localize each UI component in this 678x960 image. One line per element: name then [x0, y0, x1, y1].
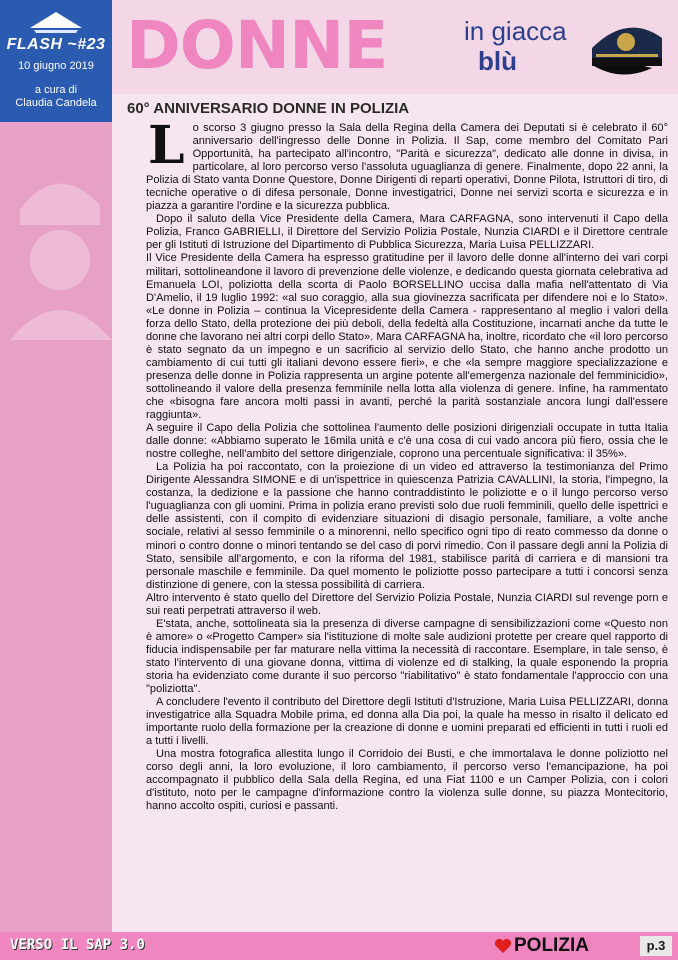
flash-credit — [0, 84, 112, 110]
paragraph: A seguire il Capo della Polizia che sottolinea l'aumento delle posizioni dirigenziali occupate in tutta Italia dalle donne: «Abbiamo superato le 16mila unità e c'è una cosa di cui vado ancora più fiero, ossia che le nostre colleghe, nell'ambito del settore dirigenziale, coprono una percentuale significativa: il 35%». — [146, 422, 668, 461]
footer-brand — [494, 935, 589, 957]
page-footer — [0, 932, 678, 960]
page-header — [112, 0, 678, 94]
flash-badge — [0, 0, 112, 122]
article-title: 60° ANNIVERSARIO DONNE IN POLIZIA — [127, 100, 410, 117]
header-subtitle-line1: in giacca — [464, 16, 567, 46]
paragraph: La Polizia ha poi raccontato, con la proiezione di un video ed attraverso la testimonianza del Primo Dirigente Alessandra SIMONE e di un'ispettrice in quiescenza Patrizia CAVALLINI, la storia, l'impegno, la costanza, la dedizione e la passione che hanno contraddistinto le poliziotte e o il lungo percorso verso l'uguaglianza con gli uomini. Prima in polizia erano previsti solo due ruoli femminili, quello delle ispettrici e delle assistenti, con il compito di evidenziare situazioni di disagio personale, familiare, a volte anche sociale, relativi al sesso femminile o a minorenni, nello specifico ogni tipo di reato commesso da donne o minori o contro donne o minori tentando se del caso di porvi rimedio. Con il passare degli anni la Polizia di Stato, sensibile all'argomento, e con la riforma del 1981, stabilisce parità di carriera e di mansioni tra personale maschile e femminile. Da quel momento le poliziotte posso partecipare a tutti i concorsi senza distinzione di genere, con la stessa possibilità di carriera. — [146, 461, 668, 591]
footer-tagline: VERSO IL SAP 3.0 — [10, 937, 145, 953]
paragraph: Una mostra fotografica allestita lungo il Corridoio dei Busti, e che immortalava le donne poliziotto nel corso degli anni, la loro evoluzione, il loro cambiamento, il percorso verso l'emancipazione, ha poi accompagnato il pubblico della Sala della Regina, ed una Fiat 1100 e un Camper Polizia, con i colori d'istituto, noto per le campagne d'informazione contro la violenza sulle donne, su piazza Montecitorio, hanno accolto ospiti, curiosi e passanti. — [146, 748, 668, 813]
paragraph: E'stata, anche, sottolineata sia la presenza di diverse campagne di sensibilizzazioni come «Questo non è amore» o «Progetto Camper» sia l'istituzione di molte sale audizioni protette per creare quel rapporto di fiducia indispensabile per far maturare nella vittima la necessità di raccontare. Esemplare, in tale senso, è stato l'intervento di una giovane donna, vittima di violenze ed di stalking, la quale esponendo la propria storia ha evidenziato come durante il suo percorso "riabilitativo" è stato fondamentale l'approccio con una "poliziotta". — [146, 617, 668, 696]
paragraph: Dopo il saluto della Vice Presidente della Camera, Mara CARFAGNA, sono intervenuti il Capo della Polizia, Franco GABRIELLI, il Direttore del Servizio Polizia Postale, Nunzia CIARDI e il Direttore centrale per gli Istituti di Istruzione del Dipartimento di Pubblica Sicurezza, Maria Luisa PELLIZZARI. — [146, 213, 668, 252]
article-area — [112, 94, 678, 932]
header-title: DONNE — [126, 7, 388, 84]
header-subtitle-line2: blù — [478, 46, 517, 76]
flash-date: 10 giugno 2019 — [18, 60, 94, 72]
paragraph: Lo scorso 3 giugno presso la Sala della Regina della Camera dei Deputati si è celebrato il 60° anniversario dell'ingresso delle Donne in Polizia. Il Sap, come membro del Comitato Pari Opportunità, ha partecipato all'incontro, "Parità e sicurezza", dedicato alle donne in divisa, in particolare, al loro percorso verso l'assoluta uguaglianza di genere. Finalmente, dopo 22 anni, la Polizia di Stato vanta Donne Questore, Donne Dirigenti di reparti operativi, Donne Pilota, Istruttori di tiro, di tecniche operative o di difesa personale, Donne investigatrici, Donne nei servizi scorta e sicurezza e in piazza a garantire l'ordine e la sicurezza pubblica. — [146, 122, 668, 213]
paragraph: Altro intervento è stato quello del Direttore del Servizio Polizia Postale, Nunzia CIARDI sul revenge porn e sui reati perpetrati attraverso il web. — [146, 591, 668, 617]
credit-label: a cura di — [34, 84, 78, 96]
heart-icon — [494, 938, 512, 954]
police-cap-icon — [582, 8, 672, 88]
article-body — [146, 122, 668, 928]
left-margin-band — [0, 0, 112, 960]
wing-logo-icon — [26, 8, 86, 34]
footer-brand-text: POLIZIA — [514, 935, 589, 956]
paragraph: Il Vice Presidente della Camera ha espresso gratitudine per il lavoro delle donne all'interno dei vari corpi militari, sottolineandone il lavoro di prevenzione delle violenze, e dedicando questa giornata celebrativa ad Emanuela LOI, poliziotta della scorta di Paolo BORSELLINO uccisa dalla mafia nell'attentato di Via D'Amelio, il 19 luglio 1992: «al suo coraggio, alla sua giovinezza sacrificata per difendere noi e lo Stato». «Le donne in Polizia – continua la Vicepresidente della Camera - rappresentano al meglio i valori della forza dello Stato, della protezione dei più deboli, della fedeltà alla Costituzione, incarnati anche da tutte le donne che lavorano nei altri corpi dello Stato». Mara CARFAGNA ha, inoltre, ricordato che «il loro percorso è stato segnato da un impegno e un sacrificio al servizio dello Stato, che hanno anche prodotto un cambiamento di cui tutti gli italiani devono essere fieri», e che «la sempre maggiore specializzazione e presenza delle donne in Polizia rappresenta un argine potente all'emergenza nazionale del femminicidio», sottolineando il valore della presenza femminile nella lotta alla violenza di genere. Infine, ha rammentato che «bisogna fare ancora molti passi in avanti, perché la parità sostanziale ancora lungi dall'essere raggiunta». — [146, 252, 668, 422]
paragraph: A concludere l'evento il contributo del Direttore degli Istituti d'Istruzione, Maria Luisa PELLIZZARI, donna investigatrice alla Squadra Mobile prima, ed donna alla Dia poi, la quale ha messo in risalto il delicato ed importante ruolo della formazione per la creazione di donne e uomini preparati ed efficienti in tutti i ruoli ed a tutti i livelli. — [146, 696, 668, 748]
page-number: p.3 — [640, 936, 672, 956]
drop-cap: L — [148, 122, 185, 176]
flash-title: FLASH ~#23 — [6, 36, 106, 53]
credit-author: Claudia Candela — [15, 97, 97, 109]
faded-figure-icon — [0, 150, 112, 340]
